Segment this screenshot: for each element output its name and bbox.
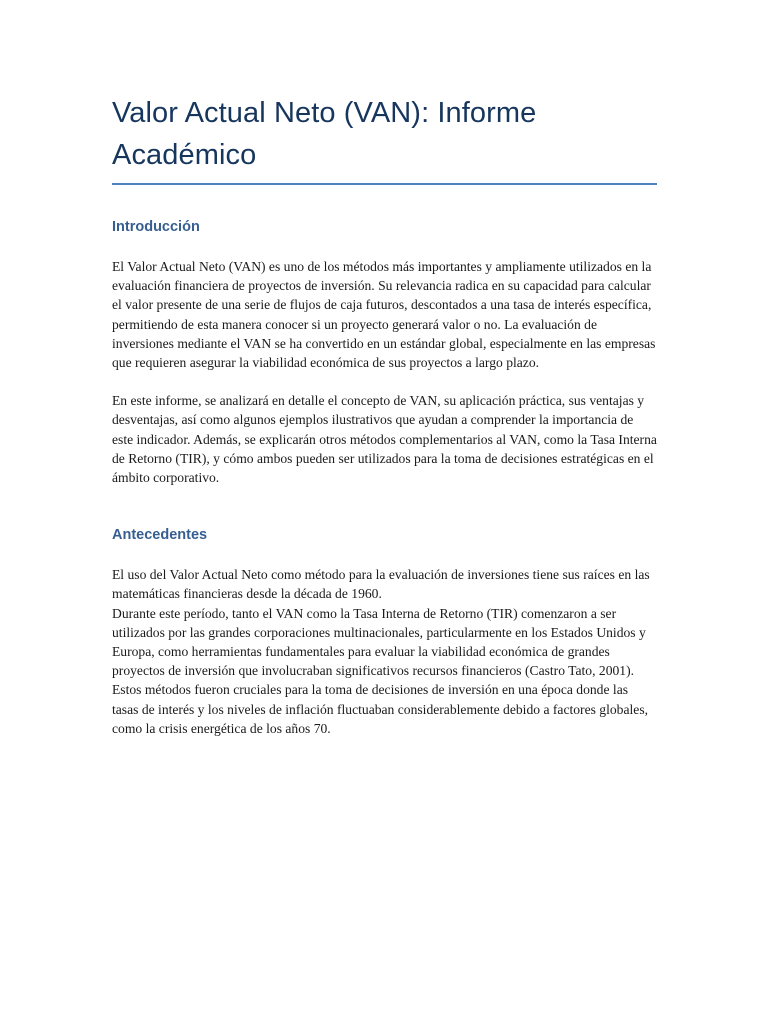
antecedentes-paragraph-2: Durante este período, tanto el VAN como la Tasa Interna de Retorno (TIR) comenzaron a ser utilizados por las grandes corporaciones multinacionales, particularmente en los Estados Unidos y Europa, como herramientas fundamentales para evaluar la viabilidad económica de grandes proyectos de inversión que involucraban significativos recursos financieros (Castro Tato, 2001). Estos métodos fueron cruciales para la toma de decisiones de inversión en una época donde las tasas de interés y los niveles de inflación fluctuaban considerablemente debido a factores globales, como la crisis energética de los años 70. — [112, 605, 649, 736]
section-heading-antecedentes: Antecedentes — [112, 527, 208, 544]
section-heading-introduccion: Introducción — [112, 219, 200, 235]
document-page — [112, 92, 657, 738]
intro-paragraph-1: El Valor Actual Neto (VAN) es uno de los métodos más importantes y ampliamente utilizados en la evaluación financiera de proyectos de inversión. Su relevancia radica en su capacidad para calcular el valor presente de una serie de flujos de caja futuros, descontados a una tasa de interés específica, permitiendo de esta manera conocer si un proyecto generará valor o no. La evaluación de inversiones mediante el VAN se ha convertido en un estándar global, especialmente en las empresas que requieren asegurar la viabilidad económica de sus proyectos a largo plazo. — [112, 259, 656, 371]
antecedentes-paragraph-1: El uso del Valor Actual Neto como método para la evaluación de inversiones tiene sus raíces en las matemáticas financieras desde la década de 1960. — [112, 567, 650, 602]
intro-paragraph-2: En este informe, se analizará en detalle el concepto de VAN, su aplicación práctica, sus ventajas y desventajas, así como algunos ejemplos ilustrativos que ayudan a comprender la importancia de este indicador. Además, se explicarán otros métodos complementarios al VAN, como la Tasa Interna de Retorno (TIR), y cómo ambos pueden ser utilizados para la toma de decisiones estratégicas en el ámbito corporativo. — [112, 393, 657, 486]
document-title: Valor Actual Neto (VAN): Informe Académico — [112, 97, 537, 171]
title-divider — [112, 183, 657, 185]
